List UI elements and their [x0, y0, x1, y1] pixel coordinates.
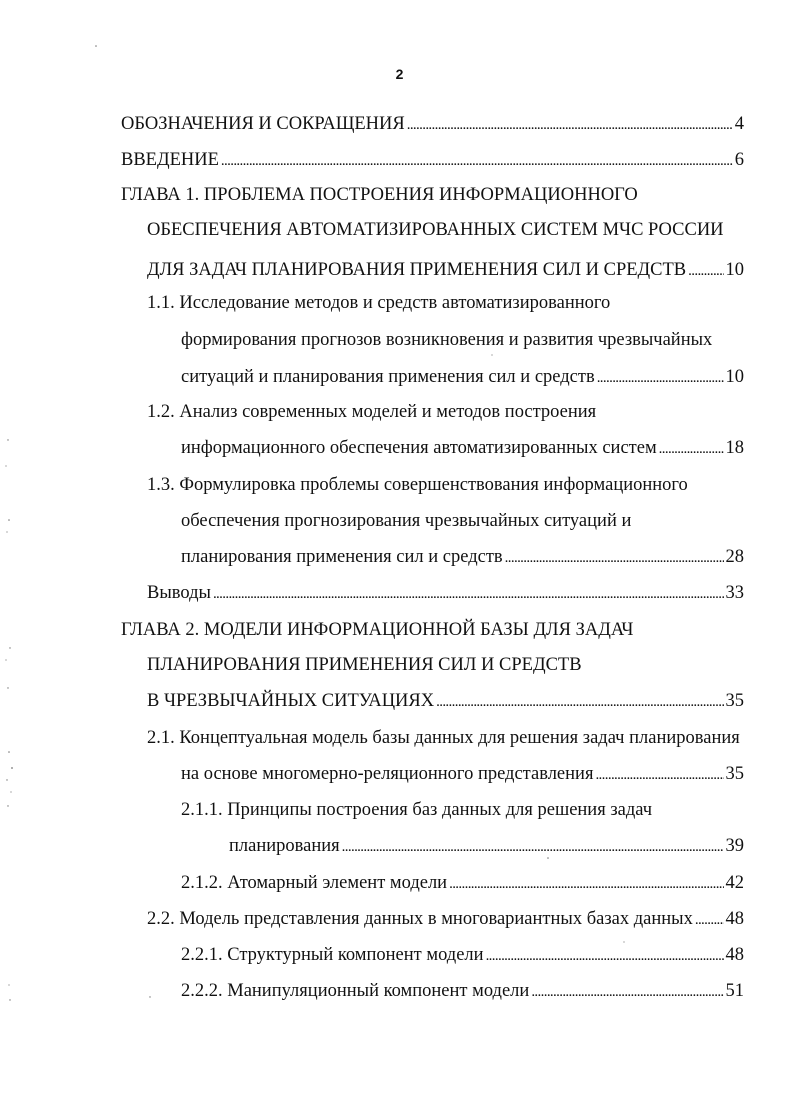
- toc-page-number: 35: [725, 691, 744, 711]
- toc-title: на основе многомерно-реляционного представления: [181, 764, 594, 784]
- toc-title: 1.2. Анализ современных моделей и методов построения: [147, 402, 597, 422]
- toc-page-number: 48: [725, 945, 744, 965]
- toc-title: ГЛАВА 1. ПРОБЛЕМА ПОСТРОЕНИЯ ИНФОРМАЦИОННОГО: [121, 185, 638, 205]
- toc-title: ОБЕСПЕЧЕНИЯ АВТОМАТИЗИРОВАННЫХ СИСТЕМ МЧС РОССИИ: [147, 220, 724, 240]
- toc-title: формирования прогнозов возникновения и развития чрезвычайных: [181, 330, 713, 350]
- toc-title: информационного обеспечения автоматизированных систем: [181, 438, 657, 458]
- toc-page-number: 18: [725, 438, 744, 458]
- toc-title: обеспечения прогнозирования чрезвычайных ситуаций и: [181, 511, 632, 531]
- toc-title: Выводы: [147, 583, 211, 603]
- toc-title: 2.2.2. Манипуляционный компонент модели: [181, 981, 530, 1001]
- toc-title: 2.2.1. Структурный компонент модели: [181, 945, 484, 965]
- toc-page-number: 35: [725, 764, 744, 784]
- toc-title: планирования: [229, 836, 340, 856]
- page-number: 2: [395, 66, 404, 82]
- toc-title: ПЛАНИРОВАНИЯ ПРИМЕНЕНИЯ СИЛ И СРЕДСТВ: [147, 655, 582, 675]
- toc-title: 2.2. Модель представления данных в многовариантных базах данных: [147, 909, 693, 929]
- toc-page-number: 51: [725, 981, 744, 1001]
- toc-page-number: 4: [734, 114, 744, 134]
- toc-page-number: 6: [734, 150, 744, 170]
- toc-title: ГЛАВА 2. МОДЕЛИ ИНФОРМАЦИОННОЙ БАЗЫ ДЛЯ ЗАДАЧ: [121, 620, 634, 640]
- toc-title: ситуаций и планирования применения сил и средств: [181, 367, 595, 387]
- toc-title: 2.1. Концептуальная модель базы данных для решения задач планирования: [147, 728, 740, 748]
- toc-title: 1.1. Исследование методов и средств автоматизированного: [147, 293, 611, 313]
- toc-page-number: 42: [725, 873, 744, 893]
- toc-page-number: 33: [725, 583, 744, 603]
- toc-page-number: 39: [725, 836, 744, 856]
- toc-title: ОБОЗНАЧЕНИЯ И СОКРАЩЕНИЯ: [121, 114, 405, 134]
- toc-title: 1.3. Формулировка проблемы совершенствования информационного: [147, 475, 688, 495]
- toc-page-number: 10: [725, 367, 744, 387]
- toc-page-number: 28: [725, 547, 744, 567]
- toc-title: 2.1.1. Принципы построения баз данных для решения задач: [181, 800, 653, 820]
- toc-title: 2.1.2. Атомарный элемент модели: [181, 873, 448, 893]
- toc-page-number: 10: [725, 260, 744, 280]
- toc-title: ДЛЯ ЗАДАЧ ПЛАНИРОВАНИЯ ПРИМЕНЕНИЯ СИЛ И СРЕДСТВ: [147, 260, 687, 280]
- toc-title: В ЧРЕЗВЫЧАЙНЫХ СИТУАЦИЯХ: [147, 691, 435, 711]
- toc-page-number: 48: [725, 909, 744, 929]
- toc-title: планирования применения сил и средств: [181, 547, 503, 567]
- toc-title: ВВЕДЕНИЕ: [121, 150, 219, 170]
